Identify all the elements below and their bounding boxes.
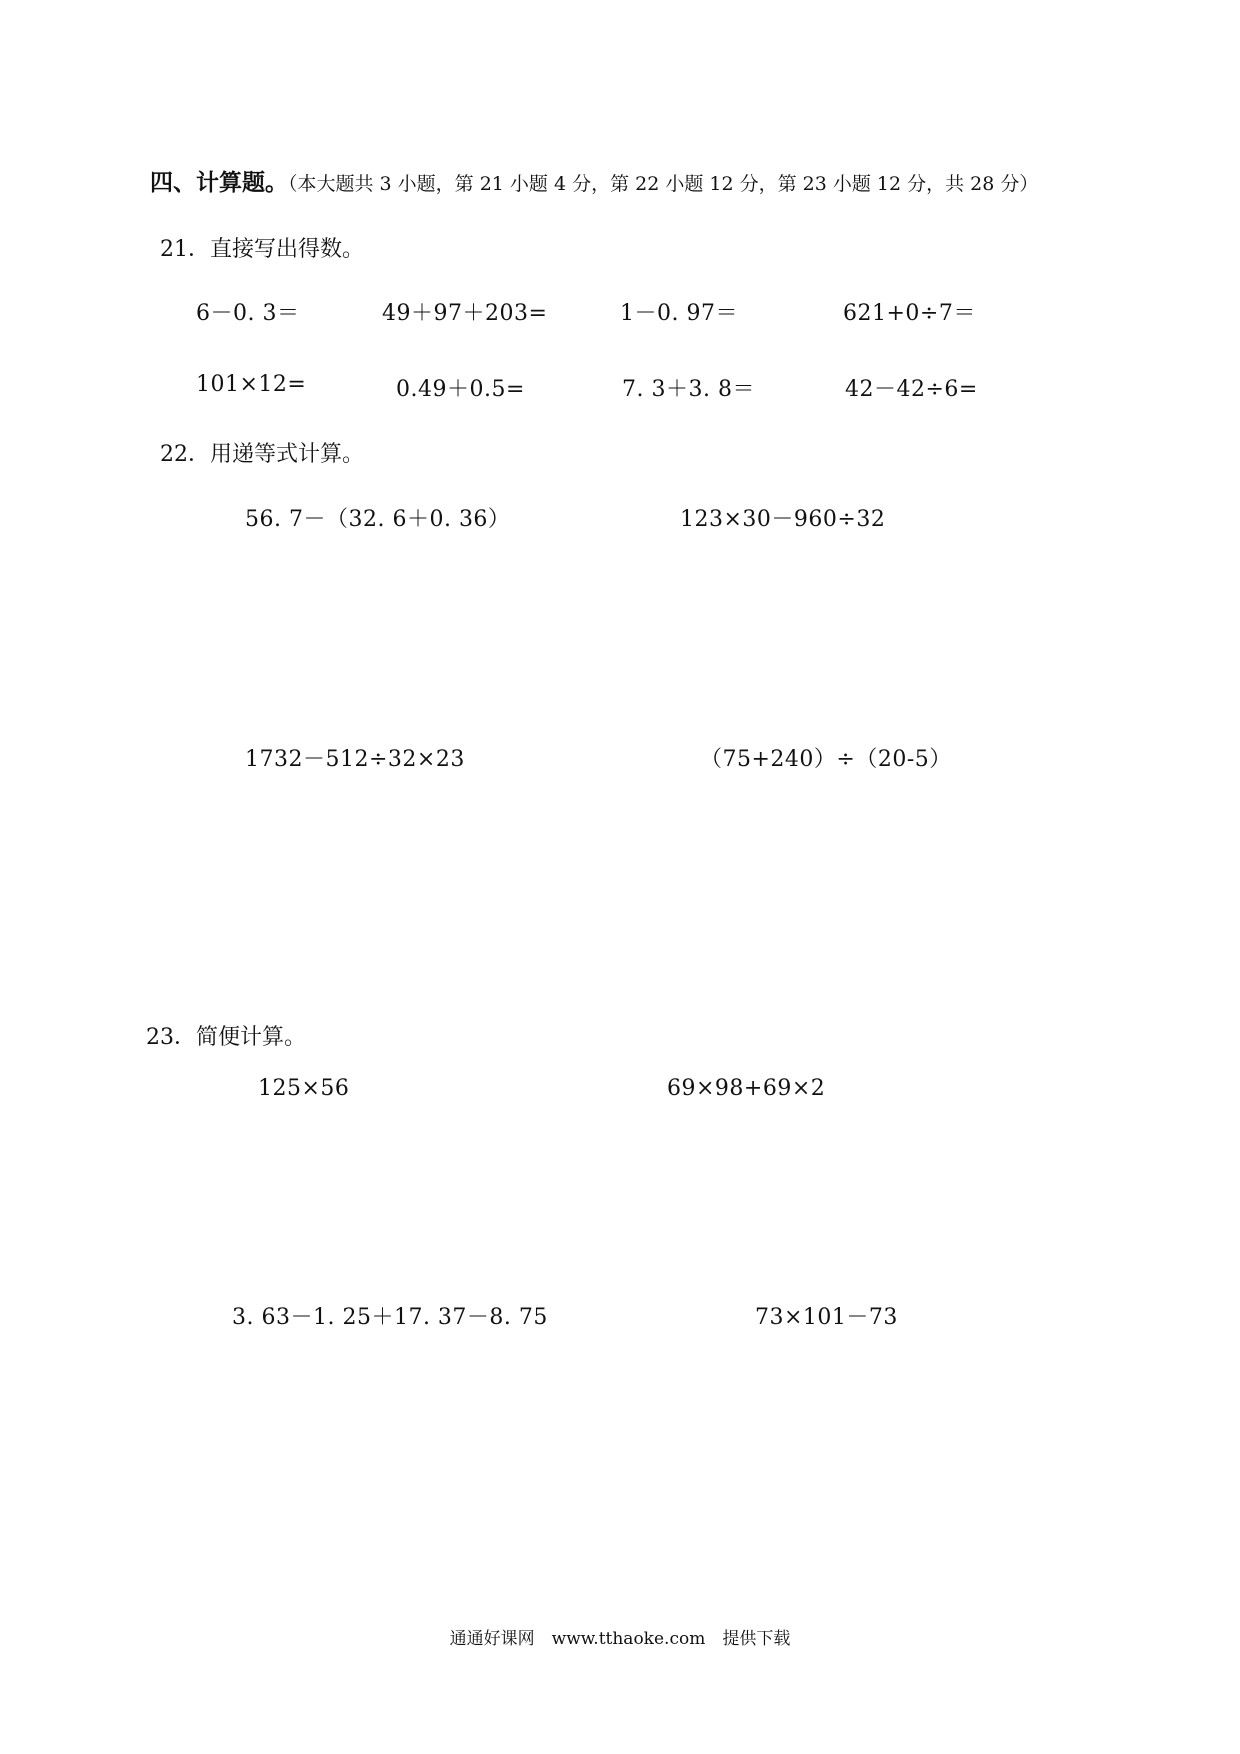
section-title: 四、计算题。	[150, 169, 288, 196]
q23-item: 73×101－73	[755, 1305, 898, 1330]
page-footer: 通通好课网 www.tthaoke.com 提供下载	[449, 1629, 791, 1649]
question-21-title: 21．直接写出得数。	[160, 237, 364, 262]
q21-item: 42－42÷6=	[845, 377, 978, 402]
section-score-note: （本大题共 3 小题，第 21 小题 4 分，第 22 小题 12 分，第 23 小题 12 分，共 28 分）	[288, 173, 1039, 195]
q23-item: 69×98+69×2	[667, 1076, 826, 1101]
q21-item: 1－0. 97＝	[620, 301, 738, 326]
q21-item: 101×12=	[196, 372, 307, 397]
q23-item: 125×56	[258, 1076, 350, 1101]
q22-item: （75+240）÷（20-5）	[700, 747, 952, 772]
q21-item: 7. 3＋3. 8＝	[622, 377, 755, 402]
question-22-title: 22．用递等式计算。	[160, 442, 364, 467]
q21-item: 0.49＋0.5=	[396, 377, 525, 402]
q21-item: 621+0÷7＝	[843, 301, 976, 326]
q21-item: 49＋97＋203=	[382, 301, 548, 326]
q22-item: 56. 7－（32. 6＋0. 36）	[245, 507, 511, 532]
question-23-title: 23．简便计算。	[146, 1025, 306, 1050]
q23-item: 3. 63－1. 25＋17. 37－8. 75	[232, 1305, 548, 1330]
q21-item: 6－0. 3＝	[196, 301, 300, 326]
q22-item: 1732－512÷32×23	[245, 747, 465, 772]
section-heading	[150, 164, 1038, 197]
q22-item: 123×30－960÷32	[680, 507, 886, 532]
